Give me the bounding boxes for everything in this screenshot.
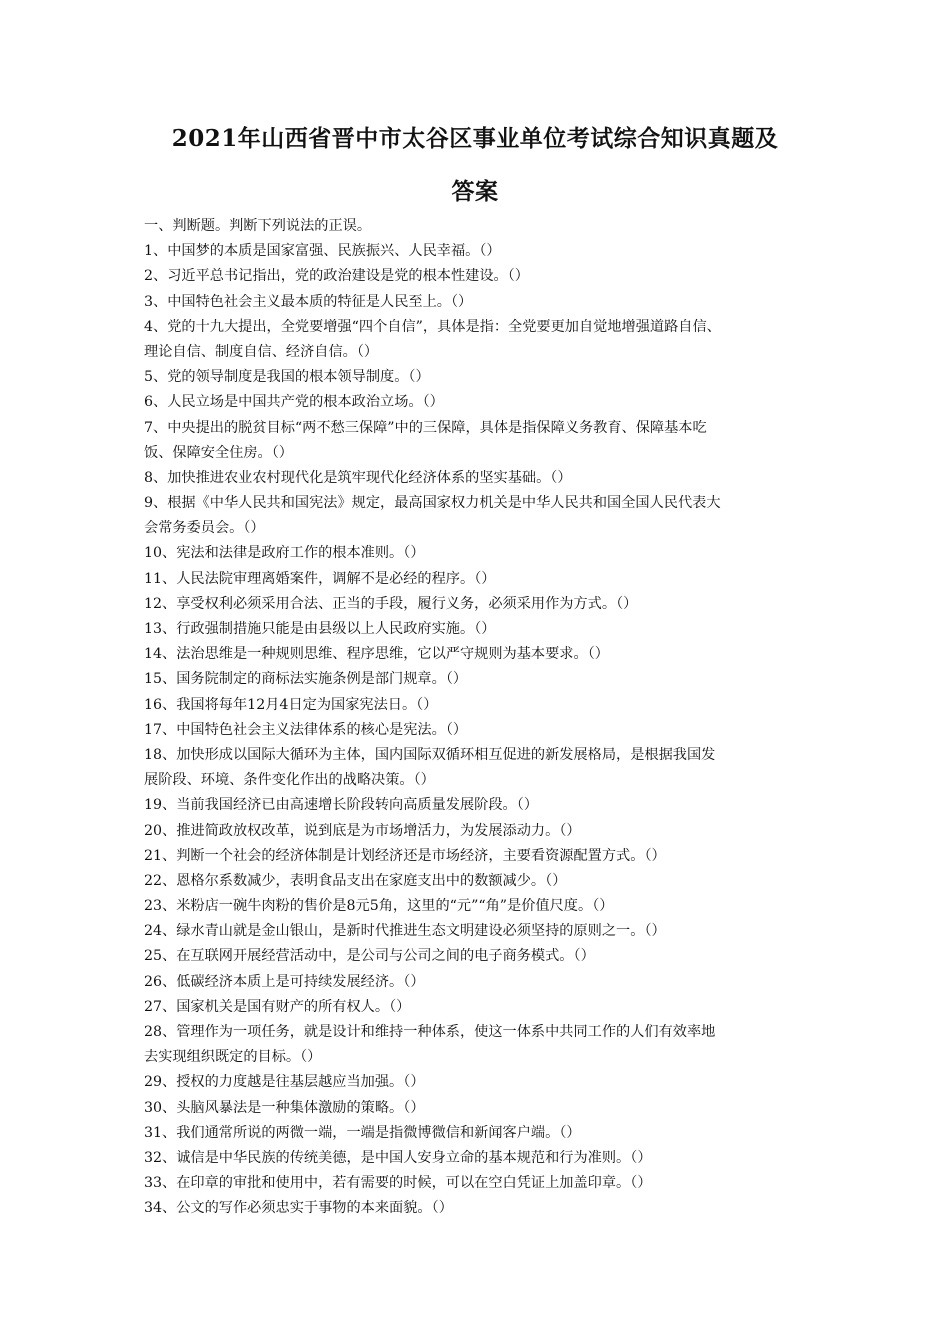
question-line: 12、享受权利必须采用合法、正当的手段，履行义务，必须采用作为方式。（） — [144, 595, 638, 612]
question-line: 会常务委员会。（） — [144, 520, 265, 537]
question-line: 20、推进简政放权改革，说到底是为市场增活力，为发展添动力。（） — [144, 822, 581, 839]
question-line: 饭、保障安全住房。（） — [144, 444, 293, 461]
question-line: 展阶段、环境、条件变化作出的战略决策。（） — [144, 772, 435, 789]
question-line: 33、在印章的审批和使用中，若有需要的时候，可以在空白凭证上加盖印章。（） — [144, 1175, 652, 1192]
question-line: 29、授权的力度越是往基层越应当加强。（） — [144, 1074, 425, 1091]
question-line: 34、公文的写作必须忠实于事物的本来面貌。（） — [144, 1200, 453, 1217]
question-line: 9、根据《中华人民共和国宪法》规定，最高国家权力机关是中华人民共和国全国人民代表大 — [144, 495, 721, 512]
question-line: 30、头脑风暴法是一种集体激励的策略。（） — [144, 1099, 425, 1116]
question-line: 3、中国特色社会主义最本质的特征是人民至上。（） — [144, 293, 473, 310]
question-line: 去实现组织既定的目标。（） — [144, 1049, 322, 1066]
question-line: 19、当前我国经济已由高速增长阶段转向高质量发展阶段。（） — [144, 797, 539, 814]
question-line: 17、中国特色社会主义法律体系的核心是宪法。（） — [144, 721, 468, 738]
document-body — [144, 214, 812, 1222]
question-line: 24、绿水青山就是金山银山，是新时代推进生态文明建设必须坚持的原则之一。（） — [144, 923, 666, 940]
question-line: 8、加快推进农业农村现代化是筑牢现代化经济体系的坚实基础。（） — [144, 469, 572, 486]
document-title-line-1: 2021年山西省晋中市太谷区事业单位考试综合知识真题及 — [171, 125, 779, 152]
question-line: 6、人民立场是中国共产党的根本政治立场。（） — [144, 394, 444, 411]
question-line: 7、中央提出的脱贫目标“两不愁三保障”中的三保障，具体是指保障义务教育、保障基本吃 — [144, 419, 707, 436]
question-line: 15、国务院制定的商标法实施条例是部门规章。（） — [144, 671, 468, 688]
question-line: 23、米粉店一碗牛肉粉的售价是8元5角，这里的“元”“角”是价值尺度。（） — [144, 898, 614, 915]
question-line: 5、党的领导制度是我国的根本领导制度。（） — [144, 369, 430, 386]
question-line: 31、我们通常所说的两微一端，一端是指微博微信和新闻客户端。（） — [144, 1124, 581, 1141]
document-title-line-2: 答案 — [451, 178, 499, 205]
question-line: 18、加快形成以国际大循环为主体，国内国际双循环相互促进的新发展格局，是根据我国发 — [144, 746, 716, 763]
question-line: 2、习近平总书记指出，党的政治建设是党的根本性建设。（） — [144, 268, 529, 285]
question-line: 25、在互联网开展经营活动中，是公司与公司之间的电子商务模式。（） — [144, 948, 595, 965]
question-line: 22、恩格尔系数减少，表明食品支出在家庭支出中的数额减少。（） — [144, 872, 567, 889]
question-line: 理论自信、制度自信、经济自信。（） — [144, 343, 379, 360]
question-line: 13、行政强制措施只能是由县级以上人民政府实施。（） — [144, 621, 496, 637]
question-line: 4、党的十九大提出，全党要增强“四个自信”，具体是指：全党要更加自觉地增强道路自信、 — [144, 318, 721, 335]
section-heading: 一、判断题。判断下列说法的正误。 — [144, 218, 372, 234]
question-line: 11、人民法院审理离婚案件，调解不是必经的程序。（） — [144, 570, 496, 587]
question-line: 32、诚信是中华民族的传统美德，是中国人安身立命的基本规范和行为准则。（） — [144, 1149, 652, 1166]
question-line: 21、判断一个社会的经济体制是计划经济还是市场经济，主要看资源配置方式。（） — [144, 847, 666, 864]
question-line: 1、中国梦的本质是国家富强、民族振兴、人民幸福。（） — [144, 243, 501, 260]
question-line: 28、管理作为一项任务，就是设计和维持一种体系，使这一体系中共同工作的人们有效率地 — [144, 1024, 716, 1040]
question-line: 14、法治思维是一种规则思维、程序思维，它以严守规则为基本要求。（） — [144, 646, 609, 663]
question-line: 26、低碳经济本质上是可持续发展经济。（） — [144, 973, 425, 990]
question-line: 27、国家机关是国有财产的所有权人。（） — [144, 998, 411, 1015]
question-line: 16、我国将每年12月4日定为国家宪法日。（） — [144, 696, 438, 713]
question-line: 10、宪法和法律是政府工作的根本准则。（） — [144, 545, 425, 562]
